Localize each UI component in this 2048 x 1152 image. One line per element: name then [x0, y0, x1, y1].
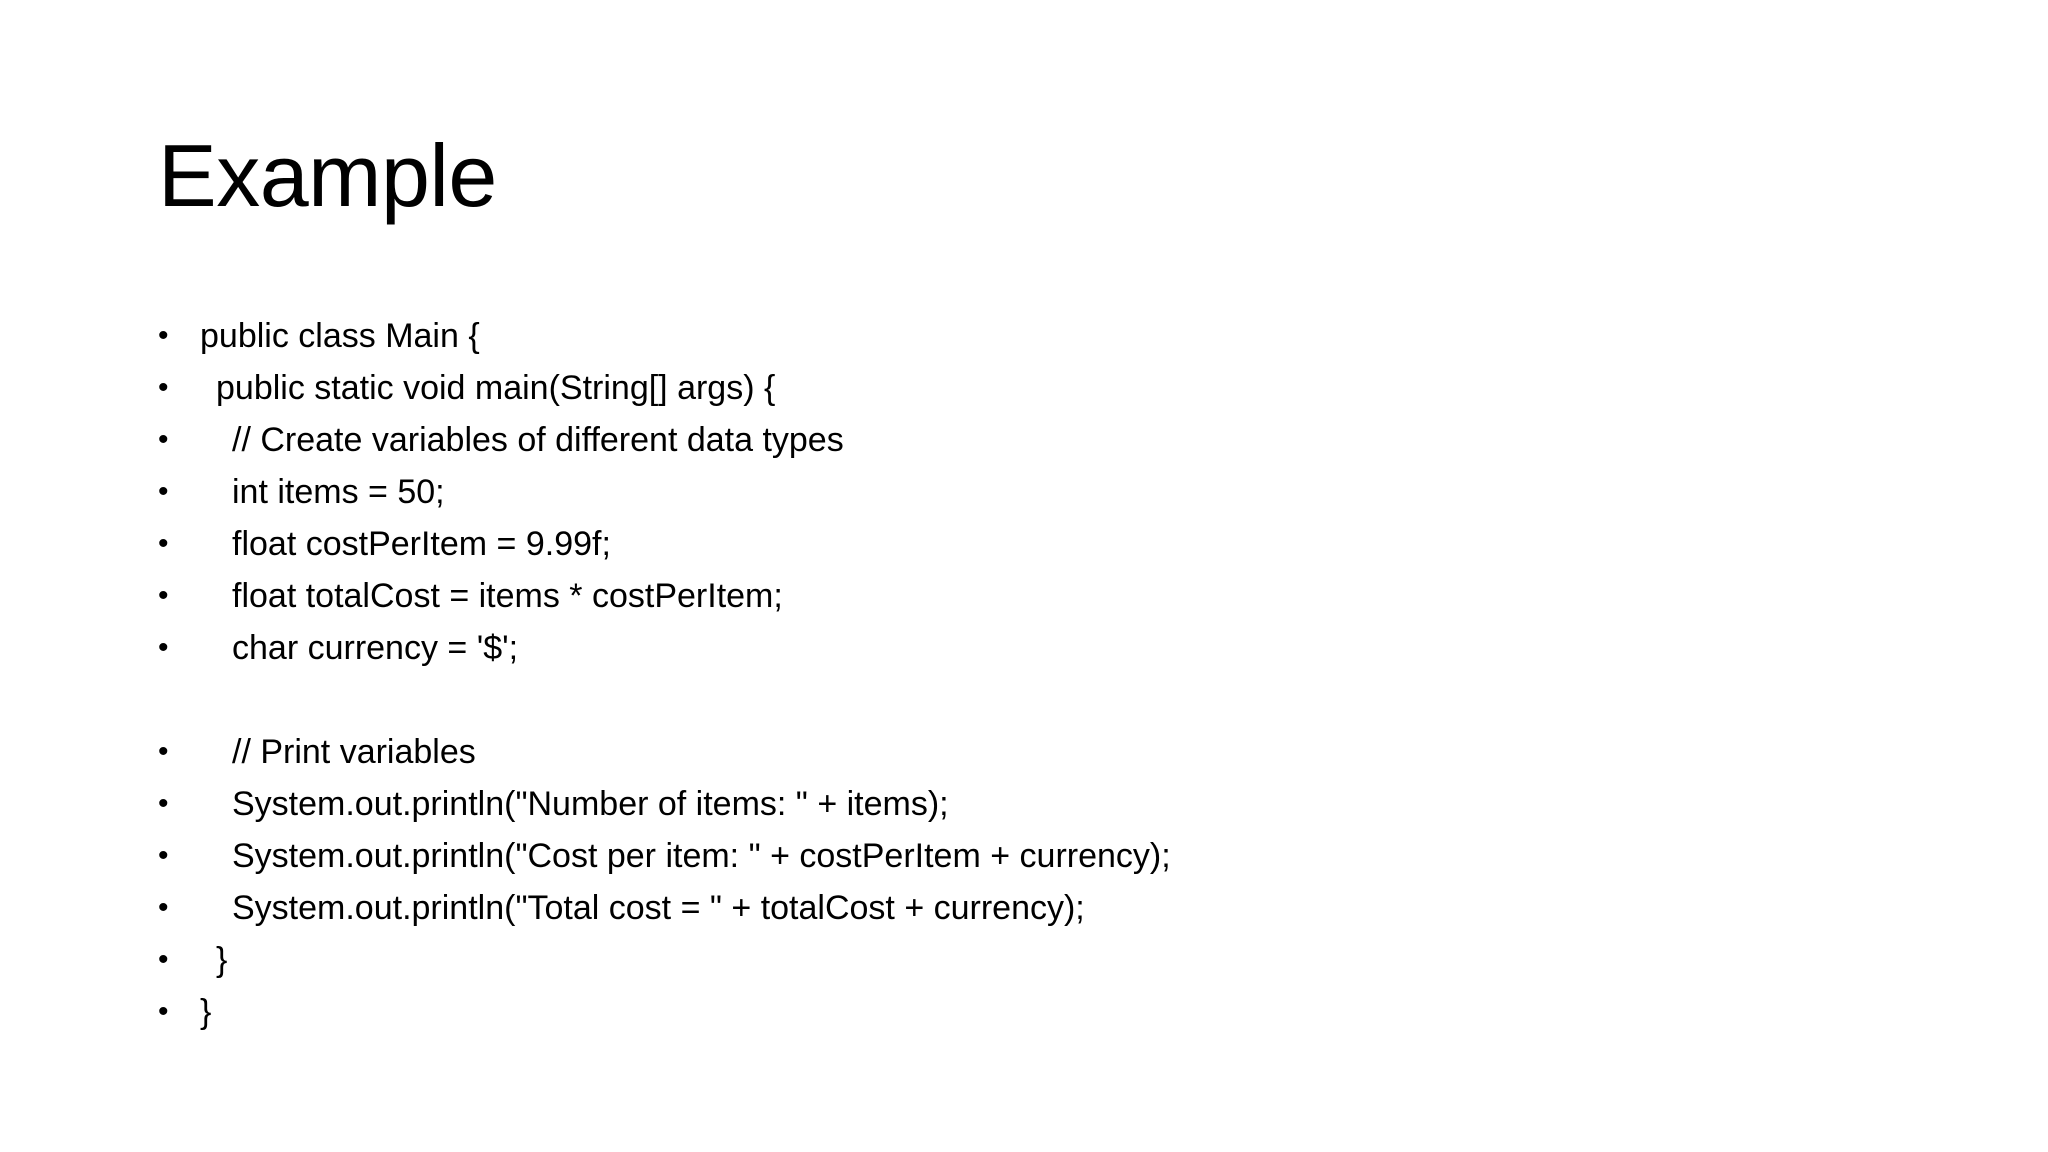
code-line — [158, 466, 1908, 518]
code-line-text: System.out.println("Number of items: " + items); — [232, 785, 949, 823]
bullet-dot-icon: • — [158, 891, 169, 924]
code-line — [158, 622, 1908, 674]
bullet-dot-icon: • — [158, 787, 169, 820]
code-line — [158, 830, 1908, 882]
code-line — [158, 362, 1908, 414]
code-line-text: System.out.println("Total cost = " + totalCost + currency); — [232, 889, 1085, 927]
code-line — [158, 310, 1908, 362]
bullet-dot-icon: • — [158, 579, 169, 612]
code-line-text: float costPerItem = 9.99f; — [232, 525, 611, 563]
code-line-text: int items = 50; — [232, 473, 445, 511]
code-line — [158, 518, 1908, 570]
bullet-dot-icon: • — [158, 735, 169, 768]
code-line — [158, 778, 1908, 830]
bullet-dot-icon: • — [158, 423, 169, 456]
code-line-text: public class Main { — [200, 317, 480, 355]
bullet-dot-icon: • — [158, 475, 169, 508]
code-line — [158, 986, 1908, 1038]
code-line-text: System.out.println("Cost per item: " + costPerItem + currency); — [232, 837, 1171, 875]
code-bullet-list — [158, 310, 1908, 1038]
bullet-dot-icon: • — [158, 527, 169, 560]
code-line — [158, 934, 1908, 986]
bullet-dot-icon: • — [158, 839, 169, 872]
code-line-text: } — [200, 993, 212, 1031]
code-line-text: // Print variables — [232, 733, 476, 771]
code-line — [158, 726, 1908, 778]
code-line-text: float totalCost = items * costPerItem; — [232, 577, 783, 615]
bullet-dot-icon: • — [158, 943, 169, 976]
code-line-text: // Create variables of different data types — [232, 421, 844, 459]
bullet-dot-icon: • — [158, 631, 169, 664]
code-line — [158, 414, 1908, 466]
blank-line — [158, 674, 1908, 726]
code-line — [158, 882, 1908, 934]
bullet-dot-icon: • — [158, 371, 169, 404]
code-line-text: public static void main(String[] args) { — [216, 369, 776, 407]
code-line — [158, 570, 1908, 622]
bullet-dot-icon: • — [158, 319, 169, 352]
code-line-text: char currency = '$'; — [232, 629, 519, 667]
bullet-dot-icon: • — [158, 995, 169, 1028]
code-line-text: } — [216, 941, 228, 979]
slide-title: Example — [158, 126, 497, 225]
